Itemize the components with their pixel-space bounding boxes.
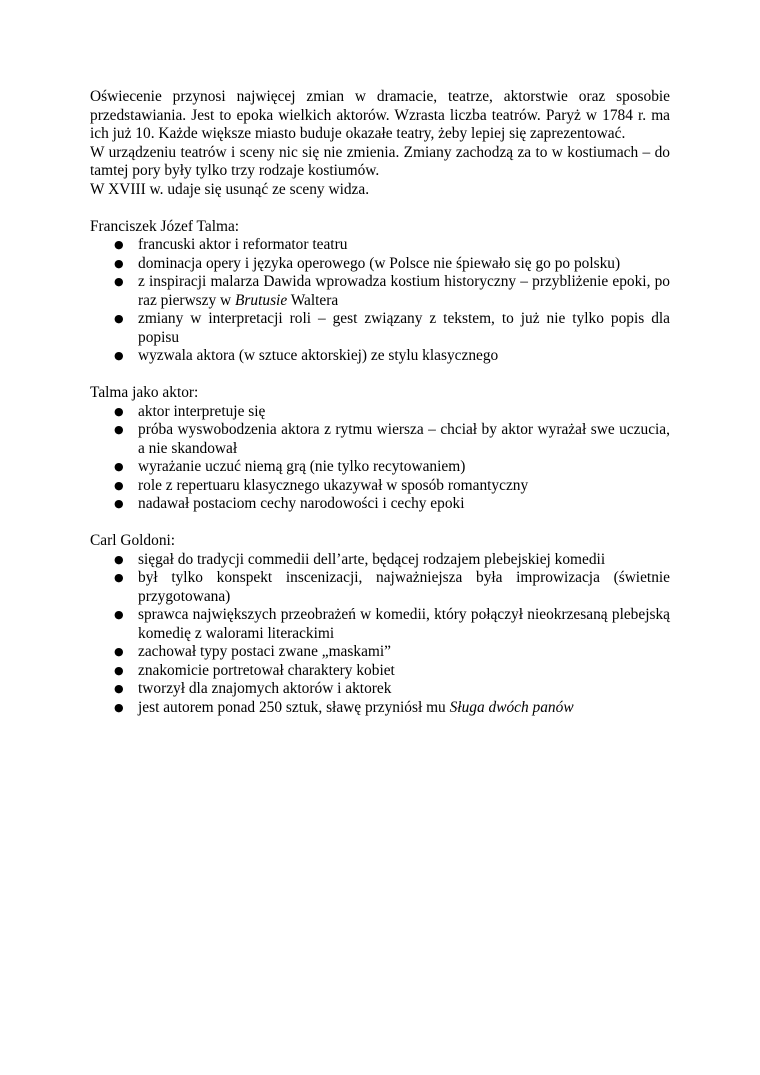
bullet-icon: ● (114, 497, 124, 510)
list-item (90, 236, 670, 255)
list-item-title: Sługa dwóch panów (449, 698, 574, 716)
list-item (90, 495, 670, 514)
bullet-icon: ● (114, 238, 124, 251)
list-item (90, 680, 670, 699)
bullet-icon: ● (114, 645, 124, 658)
bullet-icon: ● (114, 460, 124, 473)
bullet-icon: ● (114, 275, 124, 288)
bullet-icon: ● (114, 423, 124, 436)
list-item (90, 347, 670, 366)
bullet-icon: ● (114, 478, 124, 492)
bullet-icon: ● (114, 552, 124, 566)
list-item (90, 458, 670, 477)
list-item (90, 403, 670, 422)
list-item-text-after: Waltera (287, 291, 339, 309)
list-item (90, 643, 670, 662)
bullet-icon: ● (114, 256, 124, 270)
section-heading: Franciszek Józef Talma: (90, 217, 240, 235)
sections-container (90, 218, 670, 718)
list-item-text: role z repertuaru klasycznego ukazywał w sposób romantyczny (138, 476, 529, 494)
bullet-list (90, 403, 670, 514)
intro-paragraph-2: W urządzeniu teatrów i sceny nic się nie zmienia. Zmiany zachodzą za to w kostiumach – do tamtej pory były tylko trzy rodzaje kostiumów. (90, 143, 670, 179)
list-item-text: znakomicie portretował charaktery kobiet (138, 661, 395, 679)
list-item-text: nadawał postaciom cechy narodowości i cechy epoki (138, 495, 465, 512)
list-item-text: wyzwala aktora (w sztuce aktorskiej) ze stylu klasycznego (138, 347, 499, 364)
intro-paragraph-3: W XVIII w. udaje się usunąć ze sceny widza. (90, 180, 370, 198)
list-item-text: jest autorem ponad 250 sztuk, sławę przyniósł mu (138, 698, 450, 716)
bullet-icon: ● (114, 312, 124, 325)
list-item-text: sprawca największych przeobrażeń w komedii, który połączył nieokrzesaną plebejską komedię z walorami literackimi (138, 606, 670, 642)
list-item (90, 273, 670, 310)
list-item (90, 421, 670, 458)
section-heading: Carl Goldoni: (90, 532, 176, 549)
list-item-text: próba wyswobodzenia aktora z rytmu wiersza – chciał by aktor wyrażał swe uczucia, a nie skandował (138, 421, 670, 457)
bullet-icon: ● (114, 682, 124, 695)
list-item-text: zachował typy postaci zwane „maskami” (138, 643, 391, 660)
list-item-text: zmiany w interpretacji roli – gest związany z tekstem, to już nie tylko popis dla popisu (138, 310, 670, 346)
list-item-text: tworzył dla znajomych aktorów i aktorek (138, 680, 392, 697)
list-item-text: wyrażanie uczuć niemą grą (nie tylko recytowaniem) (138, 458, 466, 475)
list-item (90, 551, 670, 570)
list-item-text: aktor interpretuje się (138, 402, 266, 420)
list-item (90, 310, 670, 347)
intro-paragraph-1: Oświecenie przynosi najwięcej zmian w dramacie, teatrze, aktorstwie oraz sposobie przedstawiania. Jest to epoka wielkich aktorów. Wzrasta liczba teatrów. Paryż w 1784 r. ma ich już 10. Każde większe miasto buduje okazałe teatry, żeby lepiej się zaprezentować. (90, 88, 670, 142)
bullet-list (90, 551, 670, 718)
list-item-text: dominacja opery i języka operowego (w Polsce nie śpiewało się go po polsku) (138, 254, 621, 272)
list-item-text: sięgał do tradycji commedii dell’arte, będącej rodzajem plebejskiej komedii (138, 550, 606, 568)
bullet-list (90, 236, 670, 366)
bullet-icon: ● (114, 404, 124, 418)
bullet-icon: ● (114, 663, 124, 677)
list-item (90, 662, 670, 681)
bullet-icon: ● (114, 349, 124, 362)
list-item (90, 569, 670, 606)
document-content (90, 88, 670, 717)
section-heading: Talma jako aktor: (90, 384, 199, 401)
list-item-text: był tylko konspekt inscenizacji, najważniejsza była improwizacja (świetnie przygotowana) (138, 569, 670, 605)
list-item (90, 606, 670, 643)
list-item (90, 255, 670, 274)
bullet-icon: ● (114, 608, 124, 621)
bullet-icon: ● (114, 700, 124, 714)
list-item (90, 477, 670, 496)
bullet-icon: ● (114, 571, 124, 584)
list-item (90, 699, 670, 718)
list-item-text: francuski aktor i reformator teatru (138, 236, 348, 253)
list-item-title: Brutusie (235, 291, 288, 309)
list-item-text: z inspiracji malarza Dawida wprowadza kostium historyczny – przybliżenie epoki, po raz pierwszy w (138, 273, 670, 309)
